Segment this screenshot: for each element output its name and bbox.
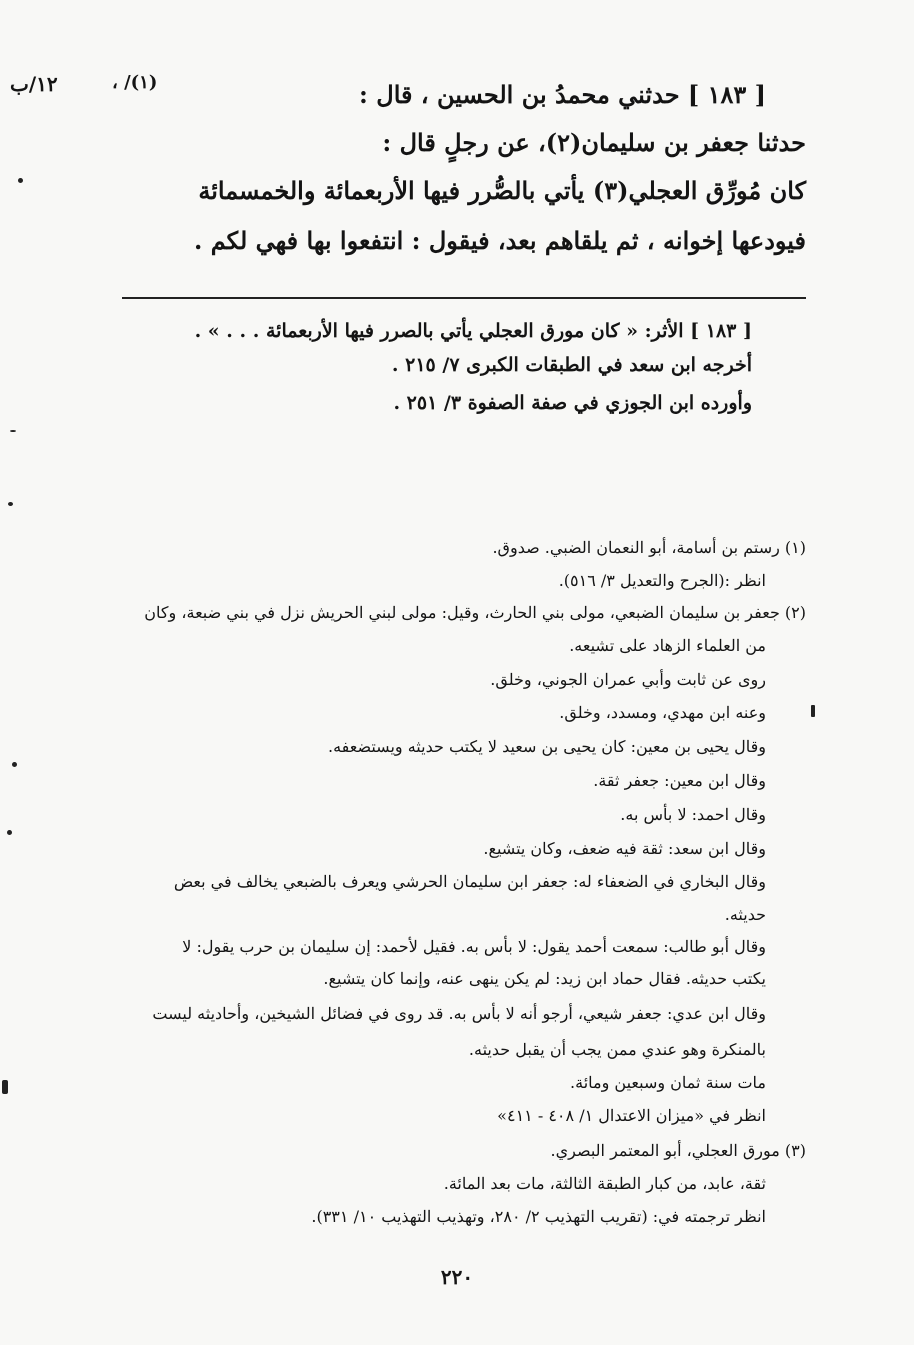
footnote-line: وقال ابن عدي: جعفر شيعي، أرجو أنه لا بأس به. قد روى في فضائل الشيخين، وأحاديثه ليست <box>152 1004 766 1023</box>
scan-speck <box>12 762 17 767</box>
footnote-line: (١) رستم بن أسامة، أبو النعمان الضبي. صدوق. <box>492 538 806 557</box>
scan-speck <box>8 502 13 506</box>
scan-speck <box>10 430 16 432</box>
footnote-line: ثقة، عابد، من كبار الطبقة الثالثة، مات بعد المائة. <box>443 1174 766 1193</box>
footnote-line: (٢) جعفر بن سليمان الضبعي، مولى بني الحارث، وقيل: مولى لبني الحريش نزل في بني ضبعة، وكان <box>144 603 806 622</box>
footnote-line: وقال أبو طالب: سمعت أحمد يقول: لا بأس به. فقيل لأحمد: إن سليمان بن حرب يقول: لا <box>182 937 766 956</box>
separator-rule <box>122 297 806 299</box>
athar-note-line: أخرجه ابن سعد في الطبقات الكبرى ٧/ ٢١٥ . <box>391 354 752 376</box>
main-text-line: كان مُورِّق العجلي(٣) يأتي بالصُّرر فيها الأربعمائة والخمسمائة <box>198 176 806 205</box>
footnote-line: وعنه ابن مهدي، ومسدد، وخلق. <box>559 703 766 722</box>
footnote-line: وقال احمد: لا بأس به. <box>620 805 766 824</box>
scan-speck <box>7 830 12 835</box>
scan-speck <box>2 1080 8 1094</box>
footnote-line: انظر ترجمته في: (تقريب التهذيب ٢/ ٢٨٠، وتهذيب التهذيب ١٠/ ٣٣١). <box>311 1207 766 1226</box>
main-text-line: [ ١٨٣ ] حدثني محمدُ بن الحسين ، قال : <box>359 80 766 109</box>
footnote-line: من العلماء الزهاد على تشيعه. <box>569 636 766 655</box>
margin-folio: ١٢/ب <box>10 72 58 96</box>
footnote-line: وقال ابن سعد: ثقة فيه ضعف، وكان يتشيع. <box>483 839 766 858</box>
footnote-line: انظر :(الجرح والتعديل ٣/ ٥١٦). <box>558 571 766 590</box>
athar-note-line: [ ١٨٣ ] الأثر: « كان مورق العجلي يأتي بالصرر فيها الأربعمائة . . . » . <box>194 320 752 342</box>
main-text-line: فيودعها إخوانه ، ثم يلقاهم بعد، فيقول : انتفعوا بها فهي لكم . <box>194 226 806 255</box>
footnote-line: حديثه. <box>724 905 766 924</box>
footnote-line: روى عن ثابت وأبي عمران الجوني، وخلق. <box>490 670 766 689</box>
footnote-line: وقال ابن معين: جعفر ثقة. <box>593 771 766 790</box>
footnote-line: انظر في «ميزان الاعتدال ١/ ٤٠٨ - ٤١١» <box>497 1106 766 1125</box>
margin-folio-note: (١)/ ، <box>112 72 158 93</box>
athar-note-line: وأورده ابن الجوزي في صفة الصفوة ٣/ ٢٥١ . <box>393 392 752 414</box>
scan-speck <box>811 705 815 717</box>
footnote-line: بالمنكرة وهو عندي ممن يجب أن يقبل حديثه. <box>468 1040 766 1059</box>
footnote-line: مات سنة ثمان وسبعين ومائة. <box>570 1073 766 1092</box>
footnote-line: (٣) مورق العجلي، أبو المعتمر البصري. <box>550 1141 806 1160</box>
footnote-line: وقال البخاري في الضعفاء له: جعفر ابن سليمان الحرشي ويعرف بالضبعي يخالف في بعض <box>173 872 766 891</box>
scan-speck <box>18 178 23 183</box>
footnote-line: يكتب حديثه. فقال حماد ابن زيد: لم يكن ينهى عنه، وإنما كان يتشيع. <box>323 969 766 988</box>
main-text-line: حدثنا جعفر بن سليمان(٢)، عن رجلٍ قال : <box>382 128 806 157</box>
page-number: ٢٢٠ <box>440 1265 474 1289</box>
footnote-line: وقال يحيى بن معين: كان يحيى بن سعيد لا يكتب حديثه ويستضعفه. <box>328 737 766 756</box>
